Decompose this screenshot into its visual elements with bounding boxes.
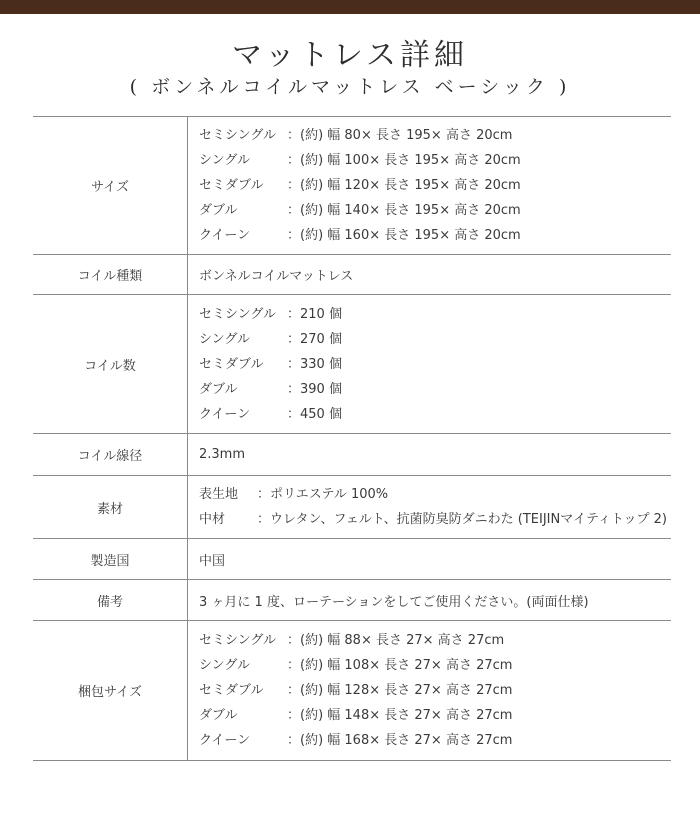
spec-table — [33, 116, 671, 761]
row-label: 備考 — [33, 580, 188, 621]
row-label: 梱包サイズ — [33, 621, 188, 761]
size-line — [199, 198, 670, 223]
coil-count-value: ：270 個 — [287, 331, 342, 347]
size-line — [199, 173, 670, 198]
coil-count-key: セミシングル — [199, 306, 277, 322]
material-line — [199, 482, 670, 507]
material-value: ：ウレタン、フェルト、抗菌防臭防ダニわた (TEIJINマイティトップ 2) — [257, 512, 667, 527]
package-key: セミシングル — [199, 633, 277, 648]
top-color-bar — [0, 0, 700, 14]
size-value: ：(約) 幅 80× 長さ 195× 高さ 20cm — [287, 128, 513, 143]
size-key: シングル — [199, 153, 251, 168]
size-value: ：(約) 幅 140× 長さ 195× 高さ 20cm — [287, 203, 521, 218]
package-key: セミダブル — [199, 683, 264, 698]
size-line — [199, 223, 670, 248]
size-value: ：(約) 幅 100× 長さ 195× 高さ 20cm — [287, 153, 521, 168]
row-label: コイル数 — [33, 295, 188, 434]
package-line — [199, 628, 670, 653]
row-value — [188, 476, 672, 539]
coil-count-key: ダブル — [199, 381, 238, 397]
package-line — [199, 703, 670, 728]
coil-count-line — [199, 352, 670, 377]
spec-row-origin — [33, 539, 671, 580]
material-key: 表生地 — [199, 487, 239, 502]
package-value: ：(約) 幅 128× 長さ 27× 高さ 27cm — [287, 683, 513, 698]
spec-row-coil-wire — [33, 434, 671, 476]
package-line — [199, 653, 670, 678]
size-line — [199, 148, 670, 173]
row-label: サイズ — [33, 117, 188, 255]
size-key: クイーン — [199, 228, 251, 243]
coil-count-value: ：210 個 — [287, 306, 342, 322]
size-key: セミダブル — [199, 178, 264, 193]
package-key: クイーン — [199, 733, 251, 748]
material-line — [199, 507, 670, 532]
package-line — [199, 678, 670, 703]
row-label: コイル種類 — [33, 255, 188, 295]
spec-row-package-size — [33, 621, 671, 761]
size-key: ダブル — [199, 203, 238, 218]
row-label: 製造国 — [33, 539, 188, 580]
material-value: ：ポリエステル 100% — [257, 487, 389, 502]
coil-count-value: ：390 個 — [287, 381, 342, 397]
row-value — [188, 295, 672, 434]
spec-row-material — [33, 476, 671, 539]
package-value: ：(約) 幅 168× 長さ 27× 高さ 27cm — [287, 733, 513, 748]
coil-count-line — [199, 327, 670, 352]
coil-count-value: ：330 個 — [287, 356, 342, 372]
coil-count-key: シングル — [199, 331, 251, 347]
coil-count-key: クイーン — [199, 406, 251, 422]
package-value: ：(約) 幅 108× 長さ 27× 高さ 27cm — [287, 658, 513, 673]
page-subtitle: ( ボンネルコイルマットレス ベーシック ) — [129, 76, 571, 98]
spec-row-size — [33, 117, 671, 255]
row-value: ボンネルコイルマットレス — [188, 255, 672, 295]
package-line — [199, 728, 670, 753]
spec-row-coil-type — [33, 255, 671, 295]
coil-count-key: セミダブル — [199, 356, 264, 372]
size-value: ：(約) 幅 120× 長さ 195× 高さ 20cm — [287, 178, 521, 193]
size-value: ：(約) 幅 160× 長さ 195× 高さ 20cm — [287, 228, 521, 243]
row-value — [188, 117, 672, 255]
material-key: 中材 — [199, 512, 226, 527]
row-label: 素材 — [33, 476, 188, 539]
package-value: ：(約) 幅 88× 長さ 27× 高さ 27cm — [287, 633, 505, 648]
coil-count-value: ：450 個 — [287, 406, 342, 422]
page-title: マットレス詳細 — [232, 38, 468, 73]
row-value — [188, 621, 672, 761]
row-value: 3 ヶ月に 1 度、ローテーションをしてご使用ください。(両面仕様) — [188, 580, 672, 621]
spec-row-coil-count — [33, 295, 671, 434]
row-value: 2.3mm — [188, 434, 672, 476]
spec-row-notes — [33, 580, 671, 621]
coil-count-line — [199, 402, 670, 427]
coil-count-line — [199, 377, 670, 402]
size-line — [199, 123, 670, 148]
package-value: ：(約) 幅 148× 長さ 27× 高さ 27cm — [287, 708, 513, 723]
coil-count-line — [199, 302, 670, 327]
package-key: シングル — [199, 658, 251, 673]
row-value: 中国 — [188, 539, 672, 580]
package-key: ダブル — [199, 708, 238, 723]
row-label: コイル線径 — [33, 434, 188, 476]
size-key: セミシングル — [199, 128, 277, 143]
